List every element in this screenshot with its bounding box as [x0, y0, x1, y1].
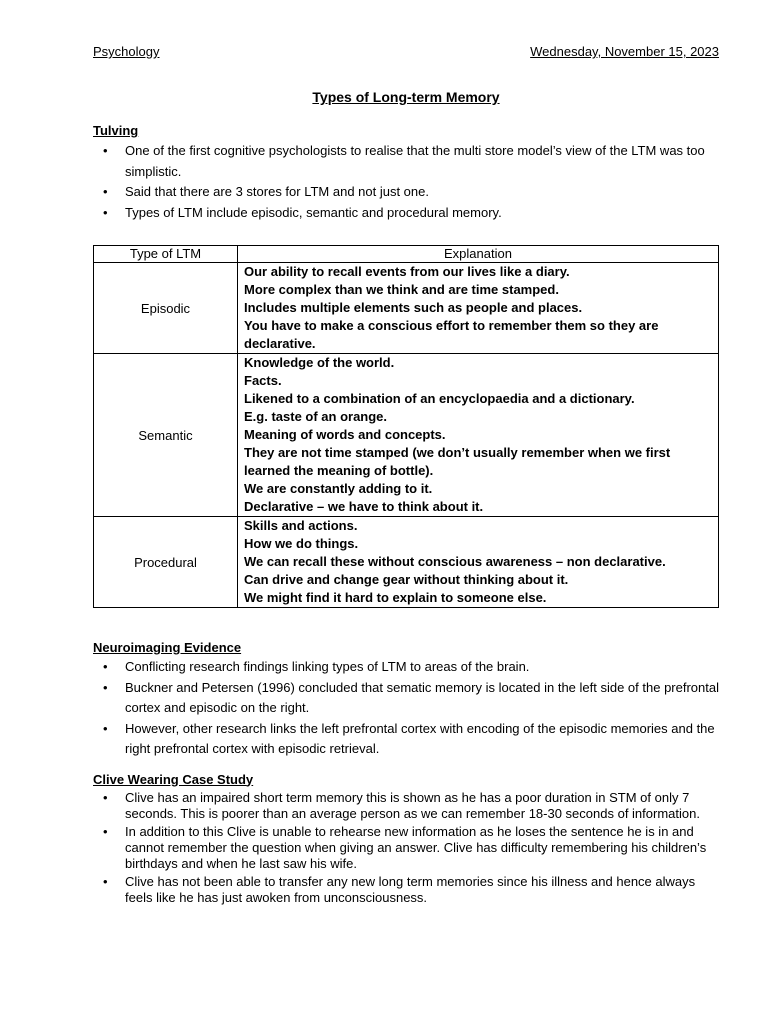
table-header-type: Type of LTM	[94, 246, 238, 263]
header-date: Wednesday, November 15, 2023	[530, 44, 719, 59]
explanation-line: E.g. taste of an orange.	[244, 409, 388, 424]
explanation-line: Skills and actions.	[244, 518, 358, 533]
table-row	[94, 354, 719, 517]
list-item: • In addition to this Clive is unable to rehearse new information as he loses the sentence he is in and cannot remember the question when giving an answer. Clive has difficulty remembering his children’s birthdays and when he last saw his wife.	[125, 824, 719, 872]
tulving-section	[93, 123, 719, 223]
table-cell-type: Procedural	[94, 517, 238, 608]
list-item: • Buckner and Petersen (1996) concluded that sematic memory is located in the left side of the prefrontal cortex and episodic on the right.	[125, 678, 719, 719]
explanation-line: We are constantly adding to it.	[244, 481, 433, 496]
list-item: • Said that there are 3 stores for LTM and not just one.	[125, 182, 719, 203]
neuroimaging-heading: Neuroimaging Evidence	[93, 640, 242, 655]
table-row	[94, 517, 719, 608]
clive-section	[93, 772, 719, 906]
page-title: Types of Long-term Memory	[312, 89, 500, 105]
list-item: • Conflicting research findings linking types of LTM to areas of the brain.	[125, 657, 719, 678]
explanation-line: Can drive and change gear without thinking about it.	[244, 572, 569, 587]
neuroimaging-list	[93, 657, 719, 760]
explanation-line: We might find it hard to explain to someone else.	[244, 590, 547, 605]
explanation-line: You have to make a conscious effort to remember them so they are declarative.	[244, 318, 659, 351]
explanation-line: They are not time stamped (we don’t usually remember when we first learned the meaning of bottle).	[244, 445, 671, 478]
ltm-table	[93, 245, 719, 608]
explanation-line: How we do things.	[244, 536, 359, 551]
tulving-heading: Tulving	[93, 123, 139, 138]
explanation-line: Knowledge of the world.	[244, 355, 395, 370]
explanation-line: Declarative – we have to think about it.	[244, 499, 484, 514]
explanation-line: Facts.	[244, 373, 282, 388]
header-subject: Psychology	[93, 44, 160, 59]
table-header-row	[94, 246, 719, 263]
table-cell-explanation	[238, 354, 719, 517]
table-header-explanation: Explanation	[238, 246, 719, 263]
page-header	[93, 44, 719, 59]
neuroimaging-section	[93, 640, 719, 760]
clive-list	[93, 790, 719, 906]
tulving-list	[93, 141, 719, 223]
table-cell-type: Semantic	[94, 354, 238, 517]
list-item: • One of the first cognitive psychologists to realise that the multi store model’s view of the LTM was too simplistic.	[125, 141, 719, 182]
explanation-line: Includes multiple elements such as people and places.	[244, 300, 583, 315]
list-item: • Clive has not been able to transfer any new long term memories since his illness and hence always feels like he has just awoken from unconsciousness.	[125, 874, 719, 906]
explanation-line: Meaning of words and concepts.	[244, 427, 446, 442]
list-item: • Types of LTM include episodic, semantic and procedural memory.	[125, 203, 719, 224]
clive-heading: Clive Wearing Case Study	[93, 771, 254, 787]
list-item: • Clive has an impaired short term memory this is shown as he has a poor duration in STM of only 7 seconds. This is poorer than an average person as we can remember 18-30 seconds of information.	[125, 790, 719, 822]
table-cell-explanation	[238, 517, 719, 608]
document-page	[93, 44, 719, 908]
table-row	[94, 263, 719, 354]
table-cell-type: Episodic	[94, 263, 238, 354]
explanation-line: Our ability to recall events from our lives like a diary.	[244, 264, 570, 279]
table-cell-explanation	[238, 263, 719, 354]
explanation-line: We can recall these without conscious awareness – non declarative.	[244, 554, 666, 569]
list-item: • However, other research links the left prefrontal cortex with encoding of the episodic memories and the right prefrontal cortex with episodic retrieval.	[125, 719, 719, 760]
explanation-line: More complex than we think and are time stamped.	[244, 282, 559, 297]
explanation-line: Likened to a combination of an encyclopaedia and a dictionary.	[244, 391, 635, 406]
